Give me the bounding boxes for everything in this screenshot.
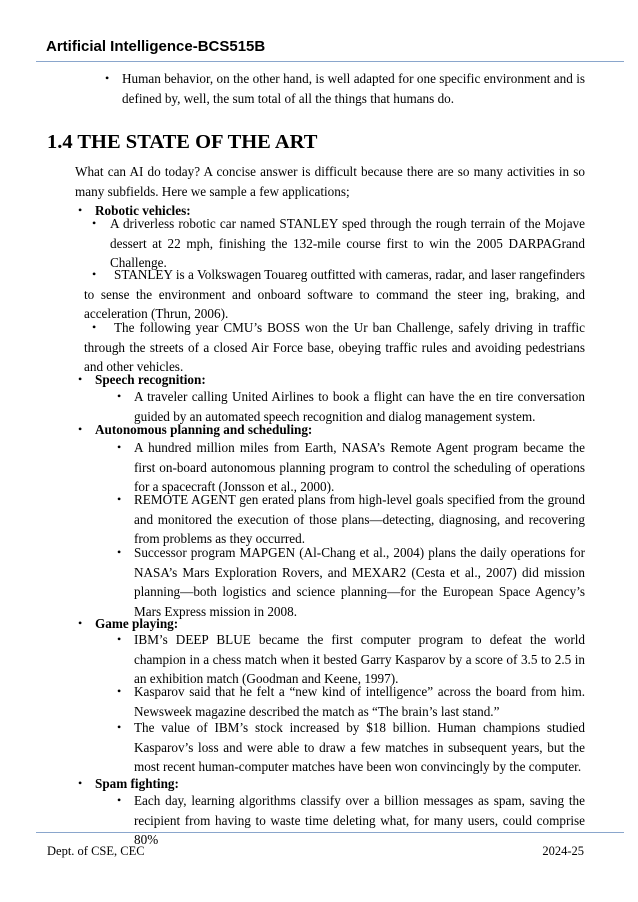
section-intro: What can AI do today? A concise answer is difficult because there are so many activities in so many subfields. Here we sample a few applications; <box>75 164 585 199</box>
page-header-title: Artificial Intelligence-BCS515B <box>46 38 266 55</box>
bullet-marker: • <box>92 267 97 281</box>
bullet-marker: • <box>117 632 122 646</box>
bullet-marker: • <box>78 203 83 217</box>
bullet-marker: • <box>92 320 97 334</box>
bullet-marker: • <box>78 422 83 436</box>
spam-heading: Spam fighting: <box>95 776 179 791</box>
planning-item-3: Successor program MAPGEN (Al-Chang et al., 2004) plans the daily operations for NASA’s Mars Exploration Rovers, and MEXAR2 (Cesta et al., 2007) did mission planning—both logistics and science planning—for the European Space Agency’s Mars Express mission in 2008. <box>134 545 585 619</box>
game-item-1: IBM’s DEEP BLUE became the first computer program to defeat the world champion in a chess match when it bested Garry Kasparov by a score of 3.5 to 2.5 in an exhibition match (Goodman and Keene, 1997). <box>134 632 585 686</box>
planning-item-2: REMOTE AGENT gen erated plans from high-level goals specified from the ground and monitored the execution of those plans—detecting, diagnosing, and recovering from problems as they occurred. <box>134 492 585 546</box>
bullet-marker: • <box>117 793 122 807</box>
intro-bullet-text: Human behavior, on the other hand, is well adapted for one specific environment and is defined by, well, the sum total of all the things that humans do. <box>122 71 585 106</box>
speech-heading: Speech recognition: <box>95 372 206 387</box>
spam-item-1: Each day, learning algorithms classify over a billion messages as spam, saving the recipient from having to waste time deleting what, for many users, could comprise 80% <box>134 793 585 847</box>
bullet-marker: • <box>92 216 97 230</box>
bullet-marker: • <box>117 545 122 559</box>
bullet-marker: • <box>78 616 83 630</box>
planning-item-1: A hundred million miles from Earth, NASA’s Remote Agent program became the first on-board autonomous planning program to control the scheduling of operations for a spacecraft (Jonsson et al., 2000). <box>134 440 585 494</box>
section-title: 1.4 THE STATE OF THE ART <box>47 131 318 153</box>
planning-heading: Autonomous planning and scheduling: <box>95 422 313 437</box>
bullet-marker: • <box>117 440 122 454</box>
bullet-marker: • <box>117 684 122 698</box>
robotic-item-3: The following year CMU’s BOSS won the Ur ban Challenge, safely driving in traffic through the streets of a closed Air Force base, obeying traffic rules and avoiding pedestrians and other vehicles. <box>84 320 585 374</box>
bullet-marker: • <box>78 372 83 386</box>
game-heading: Game playing: <box>95 616 179 631</box>
robotic-item-2: STANLEY is a Volkswagen Touareg outfitted with cameras, radar, and laser rangefinders to sense the environment and onboard software to command the steer ing, braking, and acceleration (Thrun, 2006). <box>84 267 585 321</box>
bullet-marker: • <box>117 492 122 506</box>
game-item-2: Kasparov said that he felt a “new kind of intelligence” across the board from him. Newsweek magazine described the match as “The brain’s last stand.” <box>134 684 585 719</box>
game-item-3: The value of IBM’s stock increased by $18 billion. Human champions studied Kasparov’s loss and were able to draw a few matches in subsequent years, but the most recent human-computer matches have been won convincingly by the computer. <box>134 720 585 774</box>
bullet-marker: • <box>105 71 110 85</box>
robotic-heading: Robotic vehicles: <box>95 203 191 218</box>
bullet-marker: • <box>78 776 83 790</box>
footer-year: 2024-25 <box>542 844 584 858</box>
footer-department: Dept. of CSE, CEC <box>47 844 145 858</box>
robotic-item-1: A driverless robotic car named STANLEY sped through the rough terrain of the Mojave dessert at 22 mph, finishing the 132-mile course first to win the 2005 DARPAGrand Challenge. <box>110 216 585 270</box>
footer-divider <box>36 832 624 833</box>
bullet-marker: • <box>117 720 122 734</box>
bullet-marker: • <box>117 389 122 403</box>
header-divider <box>36 61 624 62</box>
speech-item-1: A traveler calling United Airlines to book a flight can have the en tire conversation guided by an automated speech recognition and dialog management system. <box>134 389 585 424</box>
